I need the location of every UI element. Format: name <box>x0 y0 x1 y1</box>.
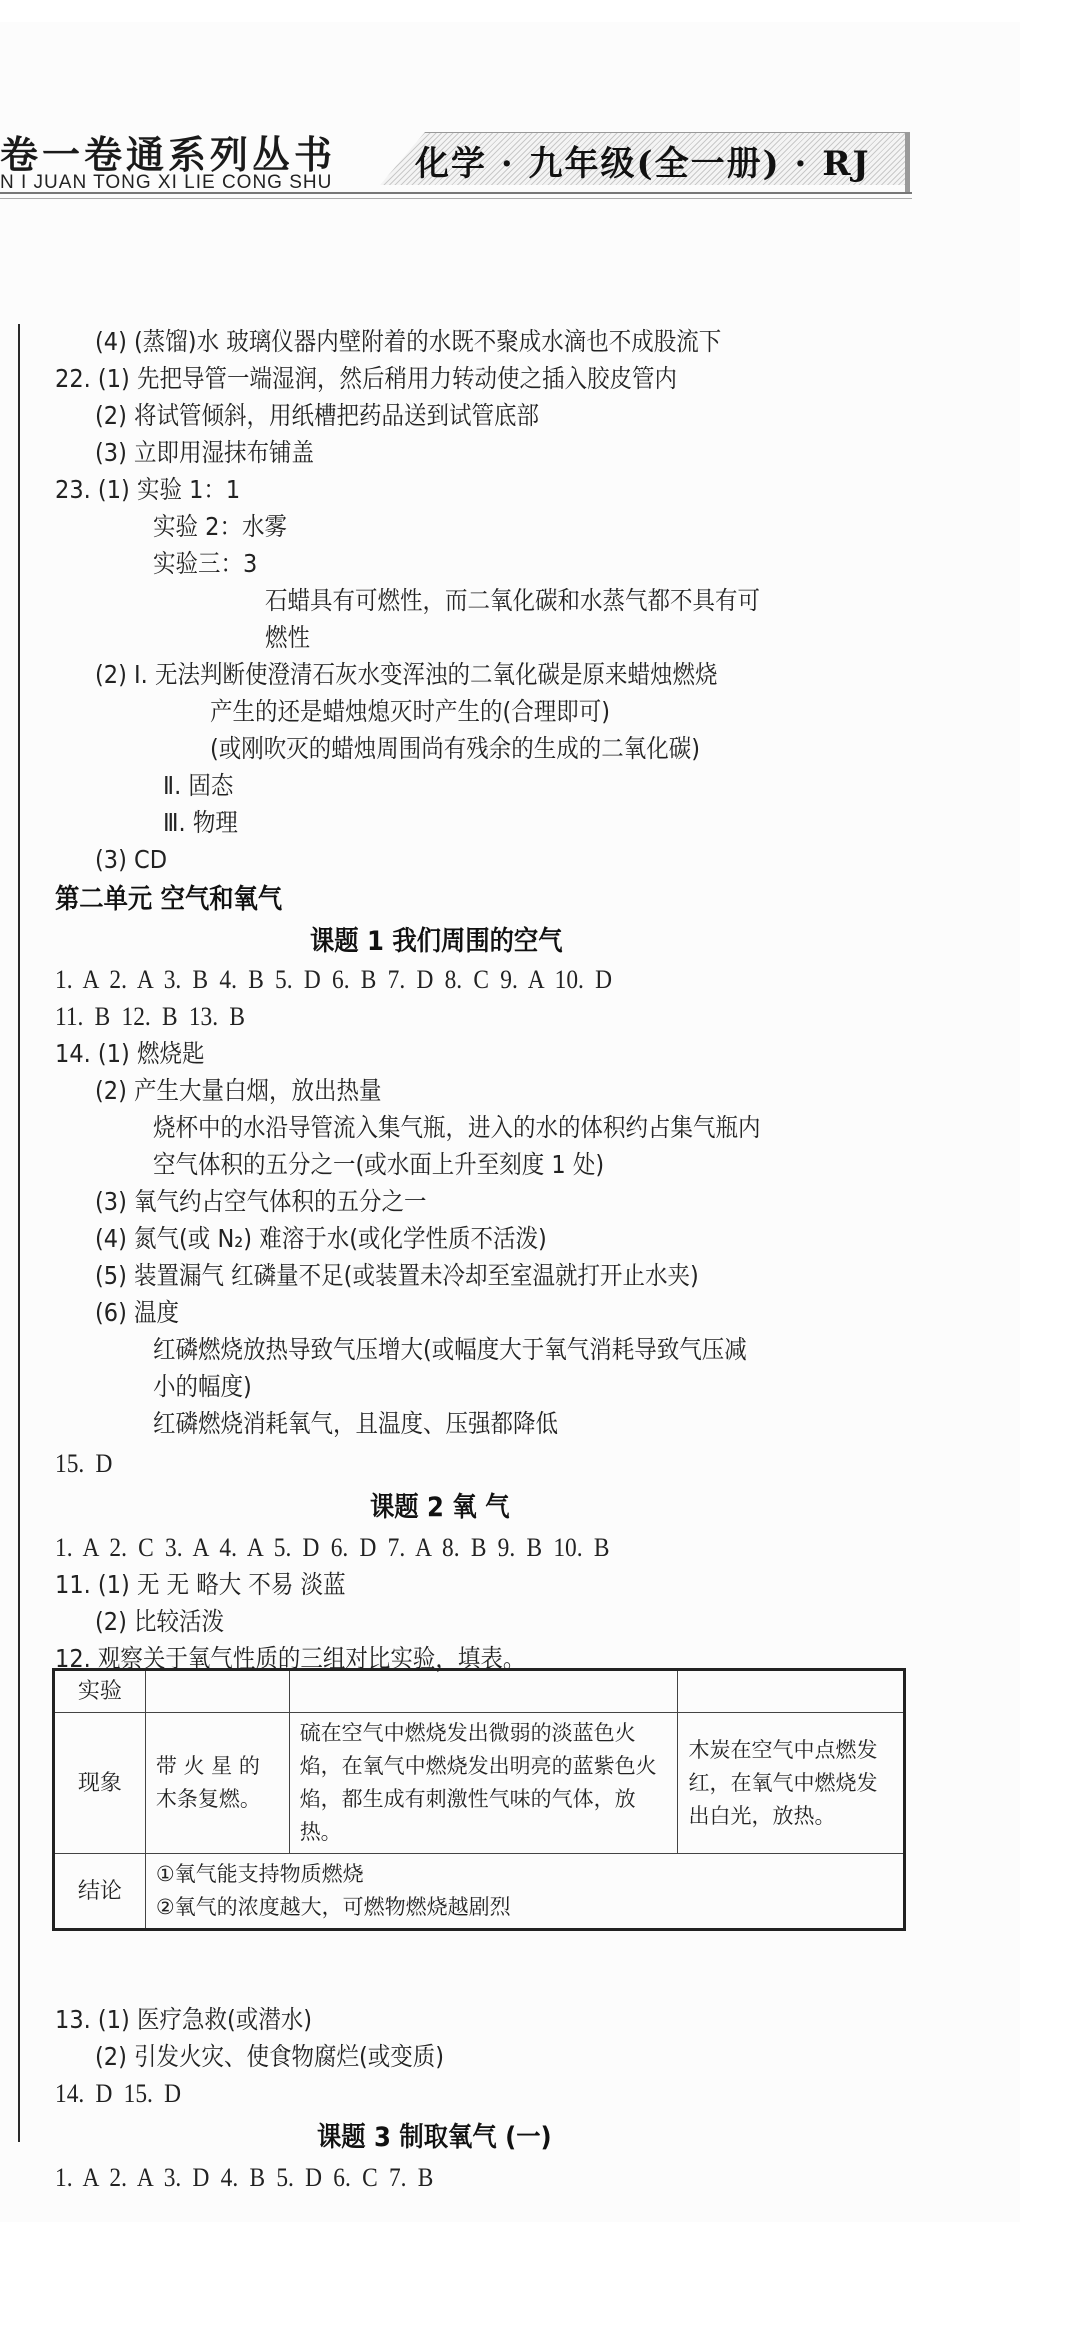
answer-line: 13. (1) 医疗急救(或潜水) <box>55 2005 313 2034</box>
table-row <box>54 1854 905 1930</box>
mc-answers: 1. A 2. A 3. D 4. B 5. D 6. C 7. B <box>55 2163 434 2192</box>
answer-line: (2) 将试管倾斜，用纸槽把药品送到试管底部 <box>95 401 540 430</box>
answer-line: (2) 引发火灾、使食物腐烂(或变质) <box>95 2042 445 2071</box>
answer-line: 12. 观察关于氧气性质的三组对比实验，填表。 <box>55 1644 526 1673</box>
answer-line: 石蜡具有可燃性，而二氧化碳和水蒸气都不具有可 <box>265 586 761 615</box>
answer-line: 小的幅度) <box>153 1372 252 1401</box>
table-row <box>54 1670 905 1713</box>
answer-line: 产生的还是蜡烛熄灭时产生的(合理即可) <box>210 697 611 726</box>
answer-line: (4) (蒸馏)水 玻璃仪器内壁附着的水既不聚成水滴也不成股流下 <box>95 327 722 356</box>
answer-line: (2) 产生大量白烟，放出热量 <box>95 1076 382 1105</box>
answer-line: (4) 氮气(或 N₂) 难溶于水(或化学性质不活泼) <box>95 1224 547 1253</box>
table-cell <box>289 1670 678 1713</box>
answer-line: 实验三：3 <box>153 549 258 578</box>
answer-line: 实验 2：水雾 <box>153 512 287 541</box>
answer-line: 空气体积的五分之一(或水面上升至刻度 1 处) <box>153 1150 605 1179</box>
answer-line: 燃性 <box>265 623 311 652</box>
margin-rule <box>18 324 20 2142</box>
header-rule <box>0 192 912 199</box>
table-cell <box>145 1670 289 1713</box>
answer-line: Ⅲ. 物理 <box>163 808 238 837</box>
answer-line: (5) 装置漏气 红磷量不足(或装置未冷却至室温就打开止水夹) <box>95 1261 699 1290</box>
answer-line: (3) CD <box>95 845 168 874</box>
table-row <box>54 1713 905 1854</box>
answer-line: 22. (1) 先把导管一端湿润，然后稍用力转动使之插入胶皮管内 <box>55 364 677 393</box>
lesson-title: 课题 2 氧 气 <box>370 1492 510 1523</box>
answer-line: (2) Ⅰ. 无法判断使澄清石灰水变浑浊的二氧化碳是原来蜡烛燃烧 <box>95 660 718 689</box>
row-header-phenomenon: 现象 <box>54 1713 146 1854</box>
mc-answers: 1. A 2. A 3. B 4. B 5. D 6. B 7. D 8. C 9. A 10. D <box>55 965 613 994</box>
answer-line: (或刚吹灭的蜡烛周围尚有残余的生成的二氧化碳) <box>210 734 701 763</box>
unit-title: 第二单元 空气和氧气 <box>55 884 283 915</box>
subject-label: 化学 · 九年级(全一册) · RJ <box>415 144 871 184</box>
page-header <box>0 114 940 204</box>
answer-line: 11. (1) 无 无 略大 不易 淡蓝 <box>55 1570 346 1599</box>
series-title: 卷一卷通系列丛书 <box>0 133 337 177</box>
lesson-title: 课题 1 我们周围的空气 <box>310 926 563 957</box>
conclusion-line: ②氧气的浓度越大，可燃物燃烧越剧烈 <box>155 1895 511 1919</box>
mc-answers: 1. A 2. C 3. A 4. A 5. D 6. D 7. A 8. B 9. B 10. B <box>55 1533 610 1562</box>
answer-line: 烧杯中的水沿导管流入集气瓶，进入的水的体积约占集气瓶内 <box>153 1113 761 1142</box>
conclusion-line: ①氧气能支持物质燃烧 <box>155 1862 364 1886</box>
table-cell <box>678 1670 905 1713</box>
row-header-experiment: 实验 <box>54 1670 146 1713</box>
row-header-conclusion: 结论 <box>54 1854 146 1930</box>
answer-line: (6) 温度 <box>95 1298 180 1327</box>
answer-line: (3) 氧气约占空气体积的五分之一 <box>95 1187 427 1216</box>
answer-line: (3) 立即用湿抹布铺盖 <box>95 438 315 467</box>
banner-shadow <box>905 132 910 192</box>
answer-line: (2) 比较活泼 <box>95 1607 225 1636</box>
mc-answers: 11. B 12. B 13. B <box>55 1002 245 1031</box>
experiment-table <box>52 1668 906 1931</box>
answer-line: 23. (1) 实验 1：1 <box>55 475 241 504</box>
table-cell <box>145 1854 904 1930</box>
answer-line: 14. (1) 燃烧匙 <box>55 1039 205 1068</box>
table-cell: 带 火 星 的 木条复燃。 <box>145 1713 289 1854</box>
answer-line: Ⅱ. 固态 <box>163 771 234 800</box>
answer-line: 红磷燃烧放热导致气压增大(或幅度大于氧气消耗导致气压减 <box>153 1335 747 1364</box>
answer-line: 红磷燃烧消耗氧气，且温度、压强都降低 <box>153 1409 559 1438</box>
lesson-title: 课题 3 制取氧气 (一) <box>317 2122 552 2153</box>
series-pinyin: N I JUAN TONG XI LIE CONG SHU <box>0 172 333 193</box>
document-page <box>0 22 1020 2222</box>
table-cell: 硫在空气中燃烧发出微弱的淡蓝色火焰，在氧气中燃烧发出明亮的蓝紫色火焰，都生成有刺激性气味的气体，放热。 <box>289 1713 678 1854</box>
answer-line: 15. D <box>55 1449 113 1478</box>
answer-line: 14. D 15. D <box>55 2079 182 2108</box>
table-cell: 木炭在空气中点燃发红，在氧气中燃烧发出白光，放热。 <box>678 1713 905 1854</box>
